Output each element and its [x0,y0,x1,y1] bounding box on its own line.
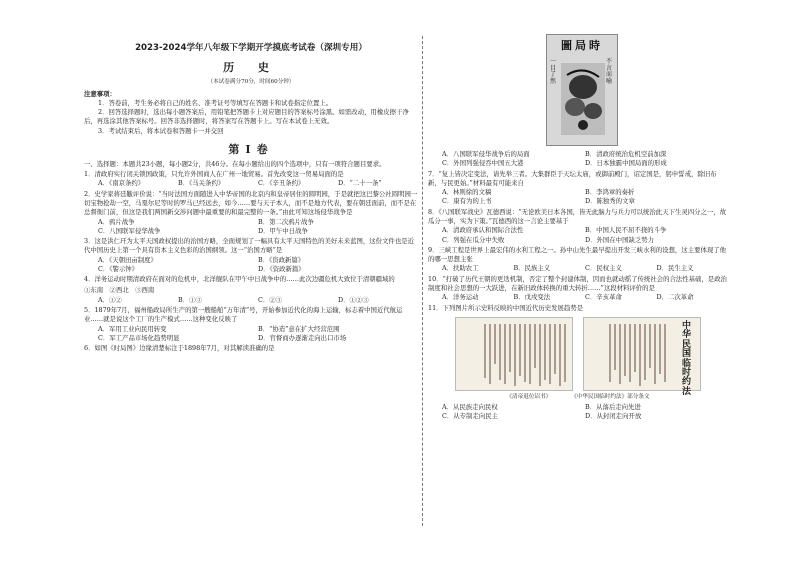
question [428,275,728,303]
answer-option: B．民族主义 [513,264,551,273]
option-group [428,264,728,273]
question-stem: 10．“打破了历代王朝的更迭机制，否定了整个封建体制，因而也就动摇了传统社会的合法性基础，是政治制度和社会思想的一大跃进，在新旧政体转换的重大转折……”这段材料评价的是 [428,274,727,292]
question-stem: 7．“复上皆决定变法，请先举三者。大集群臣于天坛太庙，或御前殿门，诏定国是，躬申誓戒，除旧布新，与民更始。”材料最有可能来自 [428,169,717,187]
question [84,237,418,274]
option-group [428,150,728,169]
cartoon-title: 圖局時 [561,39,603,52]
question-list-right [428,150,728,313]
answer-option: D．陈独秀的文章 [585,197,635,206]
question [428,304,728,313]
answer-option: C．辛亥革命 [585,293,622,302]
cartoon-illustration [547,35,619,147]
answer-option: C．外国列强侵吞中国五大港 [442,159,524,168]
question [84,286,418,295]
answer-option: B．戊戌变法 [513,293,551,302]
answer-option: A．洋务运动 [442,293,479,302]
exam-title: 2023-2024学年八年级下学期开学摸底考试卷（深圳专用） [135,43,367,53]
question-stem: 8．《八国联军战史》瓦德西说：“无论欧美日本各国，皆无此脑力与兵力可以统治此天下生灵四分之一，故瓜分一事，实为下策。”瓦德西的这一言论主要基于 [428,207,727,225]
question [428,403,728,422]
question-stem: 4．洋务运动时期清政府在面对的危机中，北洋舰队在甲午中日战争中的……此次边疆危机大致位于清朝疆域的 [84,275,395,284]
answer-option: C．军工产品市场化趋势明显 [98,333,180,342]
answer-option: C．民权主义 [585,264,622,273]
question [84,296,418,305]
option-group [428,293,728,302]
option-group [84,218,418,237]
option-group [84,296,418,305]
answer-option: B．中国人民不屈不挠的斗争 [585,226,667,235]
question [84,306,418,343]
answer-option: C．②③ [258,295,283,304]
question-stem: 2．史学家蒋廷黻评价说：“当时法国方面随进入中华帝国的北京内和皇帝居住的圆明园，于是就把这巴黎公社圆明园一切宝物抢劫一空，马戛尔尼等时的罗马已经远去，如今……要与天子本人，而不是地方代表，要在朝廷面前，而不是在总督衙门前，但这是我们两国新交涉问题中最重要的和最完整的一条。”由此可知这场侵华战争是 [84,189,418,217]
caption-edict: 《清帝退位诏书》 [506,393,552,400]
question [428,170,728,207]
question [84,275,418,284]
constitution-heading: 中华民国临时约法 [682,320,692,397]
question [428,246,728,274]
cartoon-side-left: 一目了然 [550,58,557,85]
answer-option: D．二次革命 [656,293,694,302]
answer-option: A．林则徐的文稿 [442,188,492,197]
volume-heading: 第Ⅰ卷 [228,142,274,156]
option-group [428,403,728,422]
answer-option: A．鸦片战争 [98,217,135,226]
answer-option: C．《辛丑条约》 [258,179,305,188]
question-stem: 6．如图《时局图》边缘清楚标注于1898年7月，对其解读准确的是 [84,344,275,353]
answer-option: B．李鸿章的奏折 [585,188,635,197]
attention-item: 2．回答选择题时，选出每小题答案后，用铅笔把答题卡上对应题目的答案标号涂黑。如需改动，用橡皮擦干净后，再选涂其他答案标号。回答非选择题时，将答案写在答题卡上。写在本试卷上无效。 [84,108,409,126]
attention-item: 3．考试结束后，将本试卷和答题卡一并交回 [98,126,224,135]
answer-option: D．从封闭走向开放 [585,412,642,421]
question-list-right-tail [428,403,728,422]
exam-note: （本试卷满分70分，时间60分钟） [207,79,295,86]
constitution-script [590,324,666,384]
option-group [428,188,728,207]
attention-heading: 注意事项： [84,89,116,98]
answer-option: B．《马关条约》 [178,179,225,188]
attention-item: 1．答卷前，考生务必将自己的姓名、准考证号等填写在答题卡和试卷指定位置上。 [98,98,333,107]
cartoon-side-right: 不言而喻 [606,58,613,85]
answer-option: B．《资政新篇》 [258,255,305,264]
option-group [84,256,418,275]
provisional-constitution-image [583,317,701,397]
option-group [428,226,728,245]
question [84,190,418,236]
answer-option: A．《南京条约》 [98,179,145,188]
question [428,150,728,169]
answer-option: A．八国联军侵华战争后的局面 [442,150,530,158]
question [428,208,728,245]
question-stem: 5．1879年7月，福州船政局所生产的第一艘船舶“万年清”号，开始参加近代化的海上运输，标志着中国近代航运业……就是说这个工厂的生产模式……这种变化反映了 [84,306,403,324]
answer-option: A．清政府承认和国际合法性 [442,226,524,235]
question-list-left [84,170,418,353]
section-instructions: 一、选择题：本题共23小题，每小题2分，共46分。在每小题给出的四个选项中，只有一项符合题目要求。 [84,159,386,168]
question-stem: 11．下列图片所示史料反映的中国近代历史发展趋势是 [428,303,584,312]
answer-option: D．①②③ [338,295,369,304]
shiju-tu-cartoon [546,34,618,146]
answer-option: D．“二十一条” [338,179,382,188]
question-stem: ①东南 ②西北 ③西南 [84,285,155,294]
answer-option: C．列强在瓜分中失败 [442,235,505,244]
exam-subject: 历 史 [223,61,279,75]
answer-option: A．扶助农工 [442,264,479,273]
answer-option: D．官督商办逐渐走向出口市场 [258,333,347,342]
abdication-edict-image [455,317,573,391]
answer-option: C．从专制走向民主 [442,412,499,421]
answer-option: B．“协造”意在扩大经营范围 [258,324,340,333]
answer-option: D．日本独霸中国局面的形成 [585,159,667,168]
question-stem: 1．清政府实行闭关锁国政策，只允许外国商人在广州一地贸易。首先改变这一贸易局面的是 [84,170,344,179]
answer-option: A．①② [98,295,122,304]
answer-option: C．康有为的上书 [442,197,492,206]
option-group [84,325,418,344]
column-divider [422,36,423,526]
answer-option: A．《天朝田亩制度》 [98,255,157,264]
answer-option: B．第二次鸦片战争 [258,217,314,226]
question-stem: 9．三峡工程是世界上最宏伟的水利工程之一。孙中山先生最早提出开发三峡水利的设想，这主要体现了他的哪一思想主张 [428,245,727,264]
answer-option: A．军用工业向民用转变 [98,324,167,333]
answer-option: C．《警示钟》 [98,264,139,273]
question [84,344,418,353]
right-column [428,34,728,421]
question-stem: 3．这是洪仁玕为太平天国政权提出的治国方略，全面规划了一幅具有太平天国特色的美好未来蓝图，这份文件也是近代中国历史上第一个具有资本主义色彩的治国纲领。这一“治国方略”是 [84,237,414,255]
caption-constitution: 《中华民国临时约法》部分条文 [571,393,650,400]
answer-option: D．甲午中日战争 [258,226,308,235]
question [84,170,418,189]
answer-option: D．《资政新篇》 [258,264,305,273]
answer-option: B．从落后走向先进 [585,402,641,411]
answer-option: D．民生主义 [656,264,694,273]
option-group [84,179,418,188]
answer-option: B．清政府统治危机空前加深 [585,150,667,158]
answer-option: B．①③ [178,295,202,304]
answer-option: D．外国在中国缺乏势力 [585,235,655,244]
answer-option: C．八国联军侵华战争 [98,226,161,235]
edict-script [462,324,566,384]
answer-option: A．从民族走向民权 [442,402,498,411]
left-column [84,40,418,353]
